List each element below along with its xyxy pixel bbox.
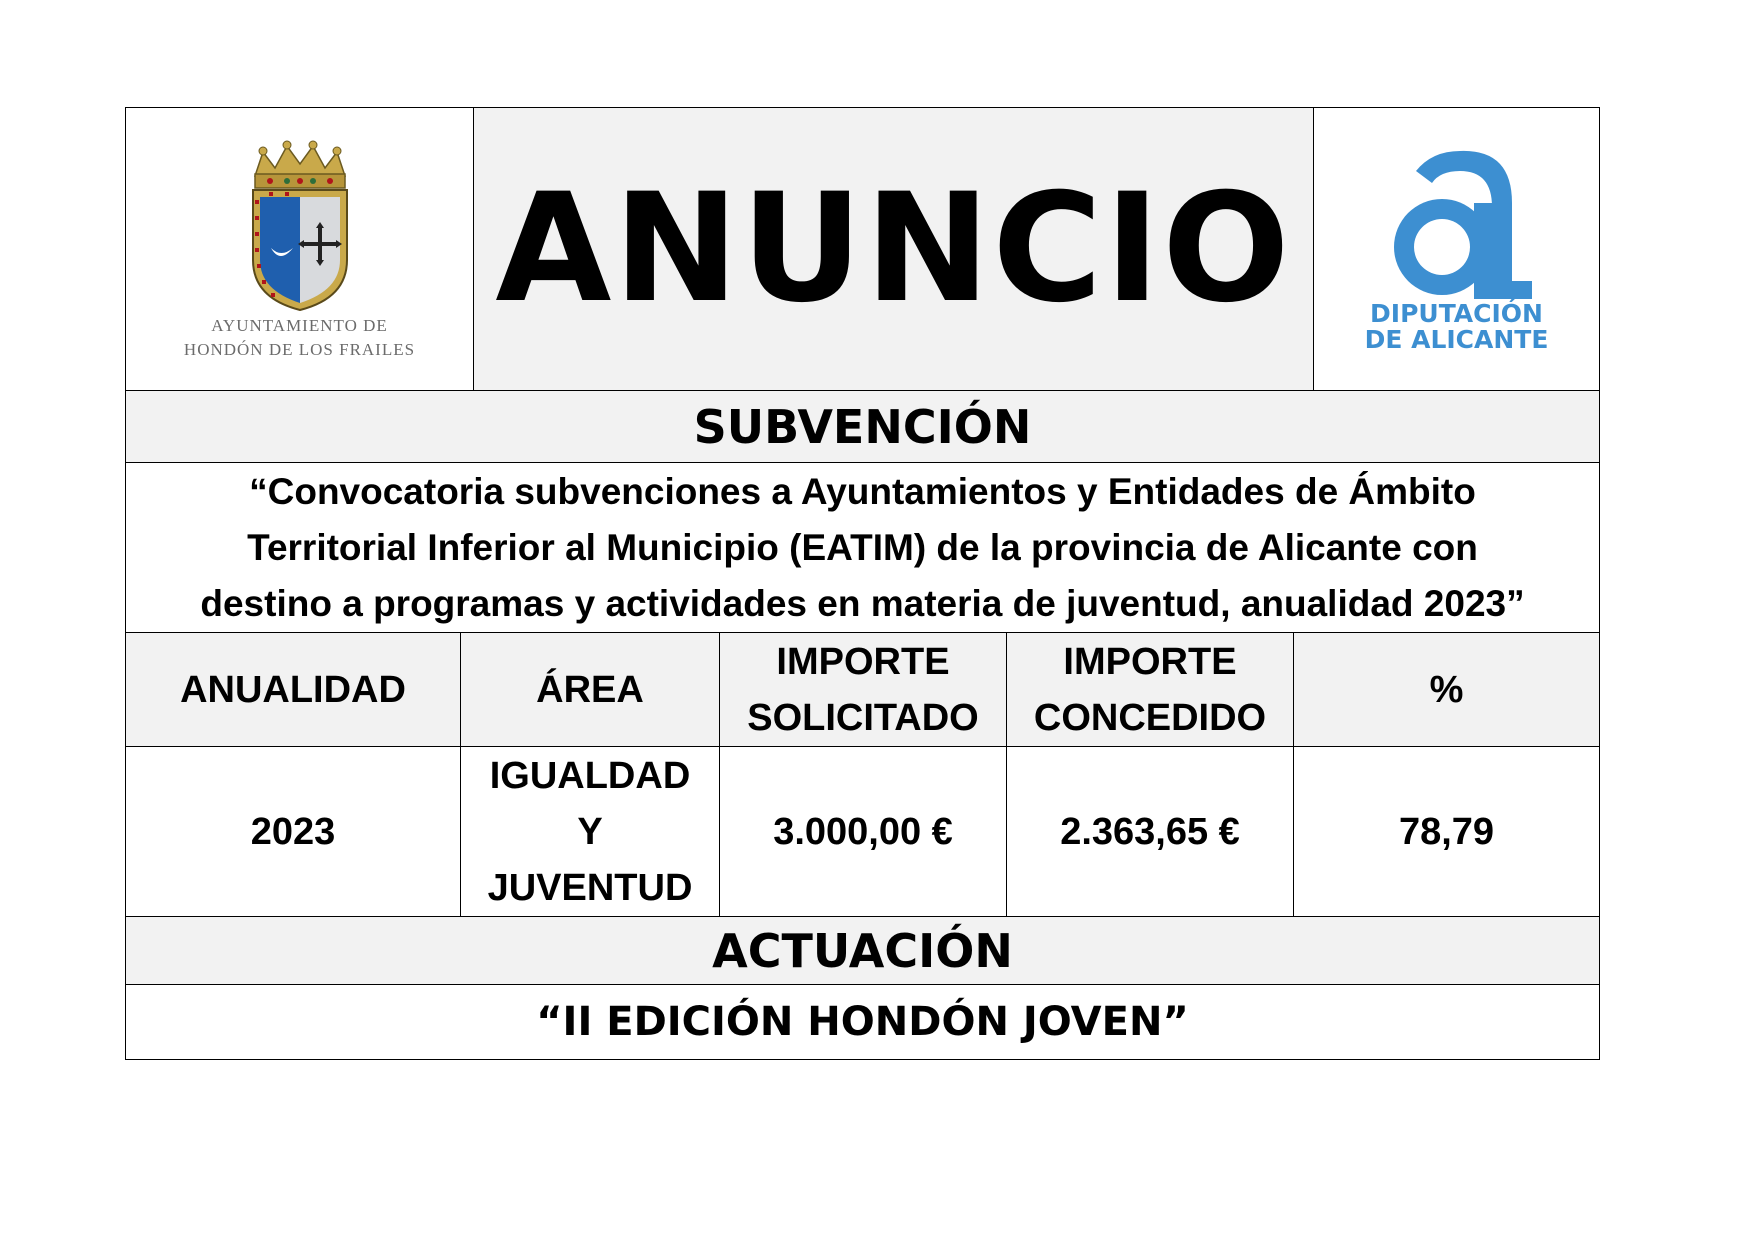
convocatoria-text bbox=[126, 463, 1599, 633]
convocatoria-line1: “Convocatoria subvenciones a Ayuntamientos y Entidades de Ámbito bbox=[249, 470, 1476, 512]
shield-icon bbox=[253, 190, 347, 310]
cell-importe-solicitado: 3.000,00 € bbox=[720, 747, 1007, 916]
header-area: ÁREA bbox=[461, 633, 720, 746]
announcement-document bbox=[125, 107, 1600, 1060]
header-row bbox=[126, 108, 1599, 391]
cell-importe-concedido: 2.363,65 € bbox=[1007, 747, 1294, 916]
diputacion-caption-line1: DIPUTACIÓN bbox=[1370, 299, 1543, 328]
cell-anualidad: 2023 bbox=[126, 747, 461, 916]
diputacion-caption-line2: DE ALICANTE bbox=[1364, 325, 1549, 354]
title-cell bbox=[474, 108, 1314, 390]
actuacion-value: “II EDICIÓN HONDÓN JOVEN” bbox=[536, 999, 1189, 1045]
municipality-coat-of-arms-icon bbox=[245, 138, 355, 313]
actuacion-heading: ACTUACIÓN bbox=[126, 917, 1599, 985]
page-title: ANUNCIO bbox=[495, 162, 1292, 336]
header-importe-concedido: IMPORTE CONCEDIDO bbox=[1007, 633, 1294, 746]
crown-icon bbox=[255, 141, 345, 188]
diputacion-logo-cell bbox=[1314, 108, 1599, 390]
header-porcentaje: % bbox=[1429, 668, 1464, 711]
municipality-caption-line1: AYUNTAMIENTO DE bbox=[211, 315, 388, 335]
header-importe-solicitado: IMPORTE SOLICITADO bbox=[720, 633, 1007, 746]
cell-area: IGUALDAD Y JUVENTUD bbox=[461, 747, 720, 916]
cell-porcentaje: 78,79 bbox=[1398, 810, 1495, 853]
header-anualidad: ANUALIDAD bbox=[126, 633, 461, 746]
diputacion-logo-icon bbox=[1382, 143, 1532, 303]
table-row bbox=[126, 747, 1599, 917]
table-header-row bbox=[126, 633, 1599, 747]
subvencion-heading: SUBVENCIÓN bbox=[126, 391, 1599, 463]
convocatoria-line2: Territorial Inferior al Municipio (EATIM) de la provincia de Alicante con bbox=[247, 526, 1478, 568]
municipality-logo-cell bbox=[126, 108, 474, 390]
municipality-caption-line2: HONDÓN DE LOS FRAILES bbox=[183, 339, 416, 359]
convocatoria-line3: destino a programas y actividades en materia de juventud, anualidad 2023” bbox=[200, 582, 1525, 624]
